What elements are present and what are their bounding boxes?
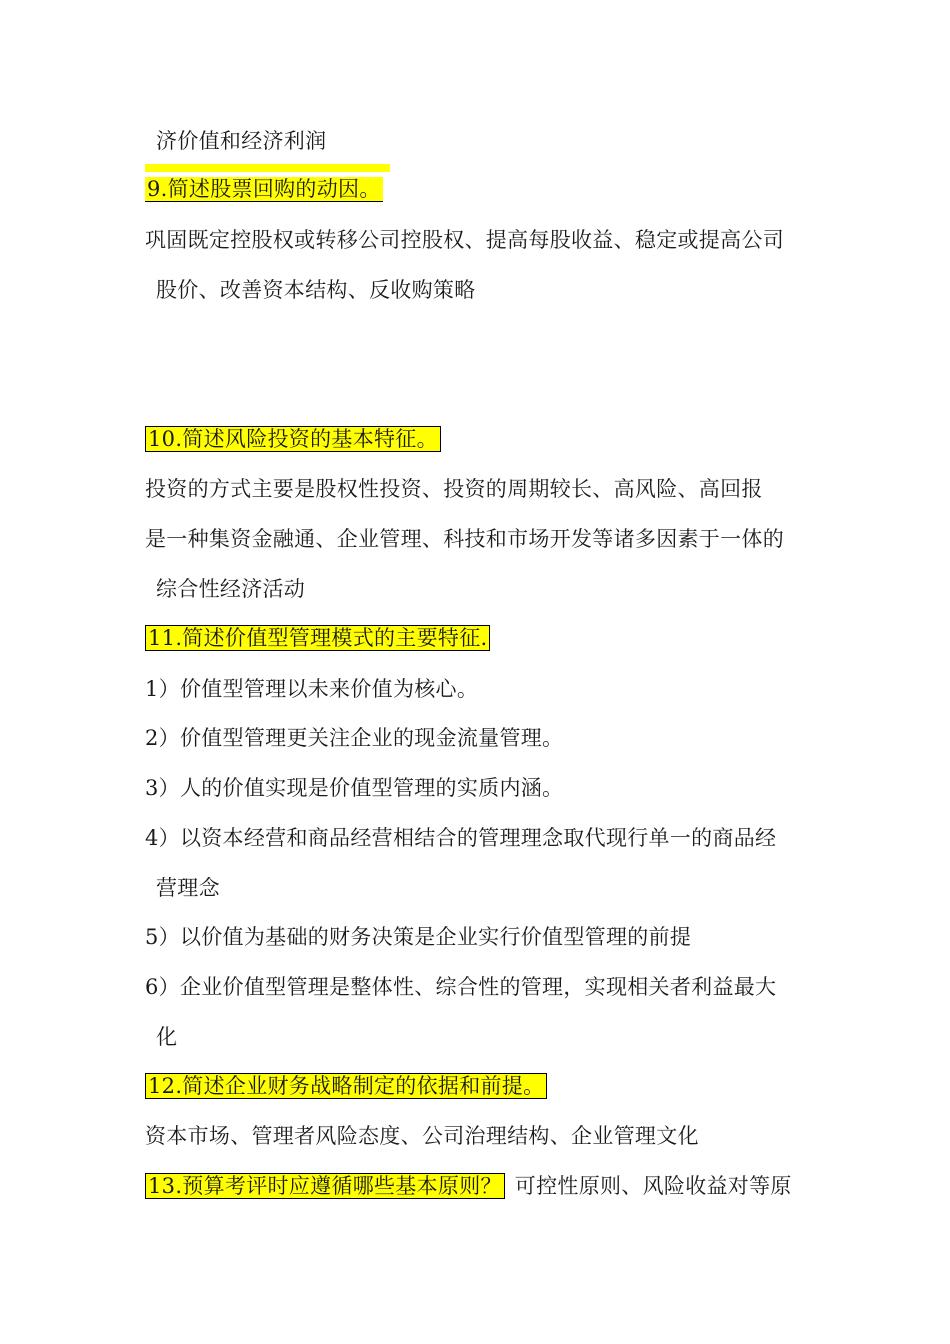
- text-line: [156, 126, 326, 156]
- list-item: [145, 972, 776, 1002]
- highlighted-heading: 10.简述风险投资的基本特征。: [145, 426, 441, 452]
- text-line: [145, 225, 784, 255]
- highlighted-heading: 12.简述企业财务战略制定的依据和前提。: [145, 1073, 547, 1099]
- text-line: [145, 1121, 699, 1151]
- paragraph-text: 1）价值型管理以未来价值为核心。: [145, 677, 479, 701]
- paragraph-text: 巩固既定控股权或转移公司控股权、提高每股收益、稳定或提高公司: [145, 228, 784, 252]
- list-item: [145, 723, 563, 753]
- paragraph-text: 4）以资本经营和商品经营相结合的管理理念取代现行单一的商品经: [145, 826, 777, 850]
- question-heading-11: [145, 623, 490, 653]
- highlighted-heading: 11.简述价值型管理模式的主要特征.: [145, 625, 490, 651]
- paragraph-text: 投资的方式主要是股权性投资、投资的周期较长、高风险、高回报: [145, 477, 763, 501]
- question-heading-12: [145, 1071, 547, 1101]
- question-heading-10: [145, 424, 441, 454]
- list-item: [145, 823, 776, 853]
- paragraph-text: 是一种集资金融通、企业管理、科技和市场开发等诸多因素于一体的: [145, 527, 784, 551]
- text-line: [156, 1022, 177, 1052]
- paragraph-text: 济价值和经济利润: [156, 129, 327, 153]
- highlight-band: [145, 164, 390, 172]
- paragraph-text: 化: [156, 1025, 178, 1049]
- paragraph-text: 营理念: [156, 876, 220, 900]
- text-line: [156, 873, 220, 903]
- paragraph-text: 股价、改善资本结构、反收购策略: [156, 278, 476, 302]
- highlighted-heading: 9.简述股票回购的动因。: [147, 177, 381, 201]
- text-line: [156, 574, 305, 604]
- paragraph-text: 可控性原则、风险收益对等原: [514, 1174, 792, 1198]
- paragraph-text: 6）企业价值型管理是整体性、综合性的管理，实现相关者利益最大: [145, 975, 777, 999]
- list-item: [145, 773, 563, 803]
- text-line: [156, 275, 476, 305]
- list-item: [145, 922, 691, 952]
- paragraph-text: 资本市场、管理者风险态度、公司治理结构、企业管理文化: [145, 1124, 699, 1148]
- paragraph-text: 3）人的价值实现是价值型管理的实质内涵。: [145, 776, 564, 800]
- paragraph-text: 综合性经济活动: [156, 577, 306, 601]
- paragraph-text: 2）价值型管理更关注企业的现金流量管理。: [145, 726, 564, 750]
- paragraph-text: 5）以价值为基础的财务决策是企业实行价值型管理的前提: [145, 925, 692, 949]
- text-line: [145, 524, 784, 554]
- text-line: [145, 474, 763, 504]
- question-heading-13: [145, 1171, 792, 1201]
- list-item: [145, 674, 478, 704]
- question-heading-9: [145, 174, 383, 204]
- highlighted-heading: 13.预算考评时应遵循哪些基本原则？: [145, 1173, 505, 1199]
